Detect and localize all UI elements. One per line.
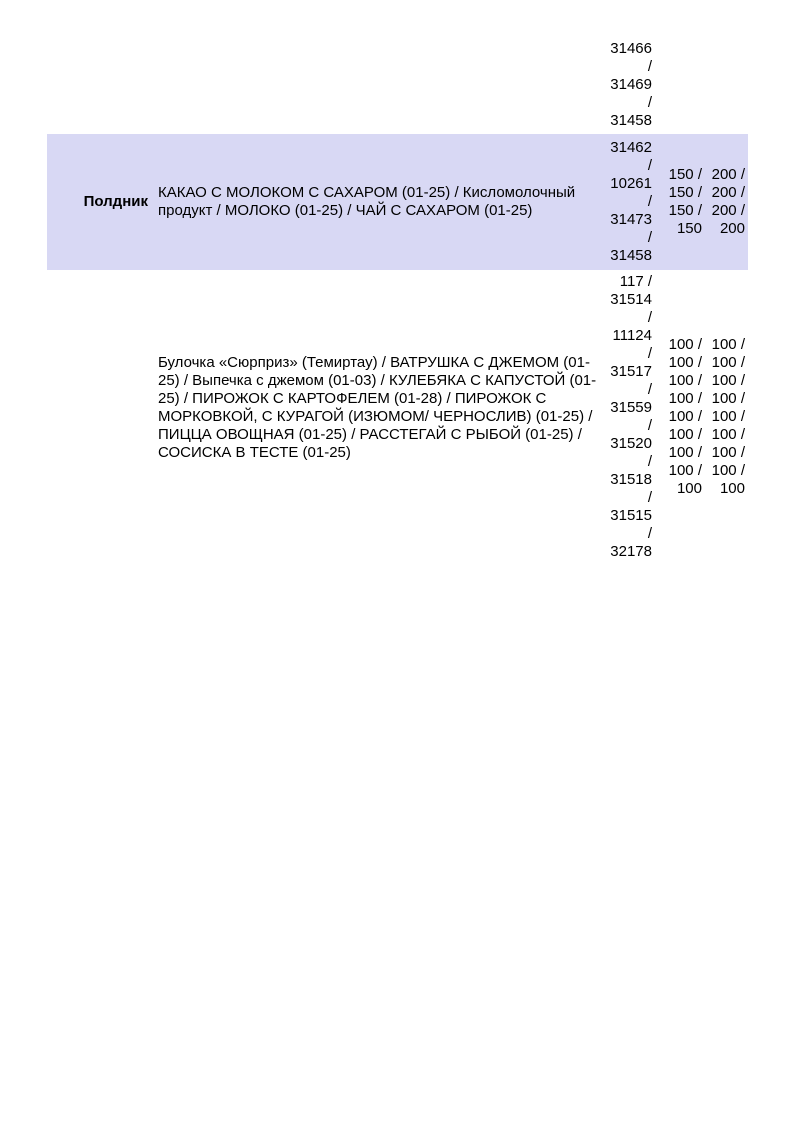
dish-cell	[158, 272, 598, 562]
recipe-code: 31514	[610, 291, 652, 308]
portion-weight: 100	[719, 480, 745, 497]
portion-weight: 100 /	[668, 372, 702, 389]
recipe-code: 31458	[610, 247, 652, 264]
recipe-codes	[610, 273, 652, 561]
recipe-code: 10261	[610, 175, 652, 192]
portion-weight: 100 /	[668, 354, 702, 371]
portion-weight: 200	[719, 220, 745, 237]
recipe-code: /	[647, 57, 652, 75]
recipe-code: /	[647, 417, 652, 434]
portion-weight: 200 /	[711, 202, 745, 219]
recipe-code: /	[647, 93, 652, 111]
portion-weight-cell	[657, 134, 702, 270]
portion-weight: 100 /	[711, 444, 745, 461]
menu-row-continuation	[47, 36, 748, 133]
portion-weight: 100 /	[668, 426, 702, 443]
portion-weight: 100 /	[711, 462, 745, 479]
portion-weights	[712, 166, 745, 238]
recipe-code: /	[647, 453, 652, 470]
portion-weight: 150 /	[668, 202, 702, 219]
recipe-code: /	[647, 309, 652, 326]
portion-weight-cell	[702, 272, 745, 562]
recipe-code: 31473	[610, 211, 652, 228]
recipe-code: 11124	[612, 327, 652, 344]
recipe-code: 31515	[610, 507, 652, 524]
recipe-code: /	[647, 525, 652, 542]
portion-weight: 100	[676, 480, 702, 497]
portion-weight: 200 /	[711, 166, 745, 183]
portion-weight: 150 /	[668, 184, 702, 201]
recipe-codes-cell	[600, 272, 652, 562]
portion-weight: 100 /	[711, 372, 745, 389]
recipe-code: 31466	[610, 39, 652, 57]
dish-names: КАКАО С МОЛОКОМ С САХАРОМ (01-25) / Кисломолочный продукт / МОЛОКО (01-25) / ЧАЙ С САХАРОМ (01-25)	[158, 184, 576, 219]
recipe-codes-cell	[600, 36, 652, 133]
portion-weight: 150	[676, 220, 702, 237]
recipe-code: 117 /	[619, 273, 652, 290]
portion-weight: 200 /	[711, 184, 745, 201]
recipe-code: 31458	[610, 111, 652, 129]
dish-names: Булочка «Сюрприз» (Темиртау) / ВАТРУШКА С ДЖЕМОМ (01-25) / Выпечка с джемом (01-03) / КУЛЕБЯКА С КАПУСТОЙ (01-25) / ПИРОЖОК С КАРТОФЕЛЕМ (01-28) / ПИРОЖОК С МОРКОВКОЙ, С КУРАГОЙ (ИЗЮМОМ/ ЧЕРНОСЛИВ) (01-25) / ПИЦЦА ОВОЩНАЯ (01-25) / РАССТЕГАЙ С РЫБОЙ (01-25) / СОСИСКА В ТЕСТЕ (01-25)	[158, 354, 597, 461]
portion-weight: 100 /	[668, 408, 702, 425]
portion-weight: 100 /	[711, 426, 745, 443]
meal-name	[47, 134, 152, 270]
recipe-code: /	[647, 193, 652, 210]
portion-weights	[669, 336, 702, 498]
recipe-code: 31469	[610, 75, 652, 93]
dish-cell	[158, 134, 598, 270]
portion-weight: 100 /	[668, 336, 702, 353]
portion-weight: 100 /	[711, 390, 745, 407]
portion-weight: 100 /	[711, 408, 745, 425]
portion-weight: 100 /	[668, 390, 702, 407]
recipe-code: 32178	[610, 543, 652, 560]
portion-weight-cell	[657, 272, 702, 562]
portion-weights	[712, 336, 745, 498]
meal-label: Полдник	[83, 193, 148, 210]
recipe-code: /	[647, 229, 652, 246]
recipe-codes	[610, 40, 652, 130]
recipe-codes-cell	[600, 134, 652, 270]
recipe-code: /	[647, 157, 652, 174]
menu-row-pastries	[47, 272, 748, 562]
portion-weights	[669, 166, 702, 238]
portion-weight: 100 /	[711, 336, 745, 353]
portion-weight: 150 /	[668, 166, 702, 183]
portion-weight-cell	[702, 134, 745, 270]
recipe-code: 31518	[610, 471, 652, 488]
recipe-code: /	[647, 345, 652, 362]
portion-weight: 100 /	[668, 444, 702, 461]
portion-weight: 100 /	[711, 354, 745, 371]
recipe-code: 31462	[610, 139, 652, 156]
recipe-code: /	[647, 489, 652, 506]
recipe-codes	[610, 139, 652, 265]
recipe-code: 31517	[610, 363, 652, 380]
recipe-code: 31520	[610, 435, 652, 452]
recipe-code: 31559	[610, 399, 652, 416]
recipe-code: /	[647, 381, 652, 398]
menu-row-afternoon-snack	[47, 134, 748, 270]
portion-weight: 100 /	[668, 462, 702, 479]
